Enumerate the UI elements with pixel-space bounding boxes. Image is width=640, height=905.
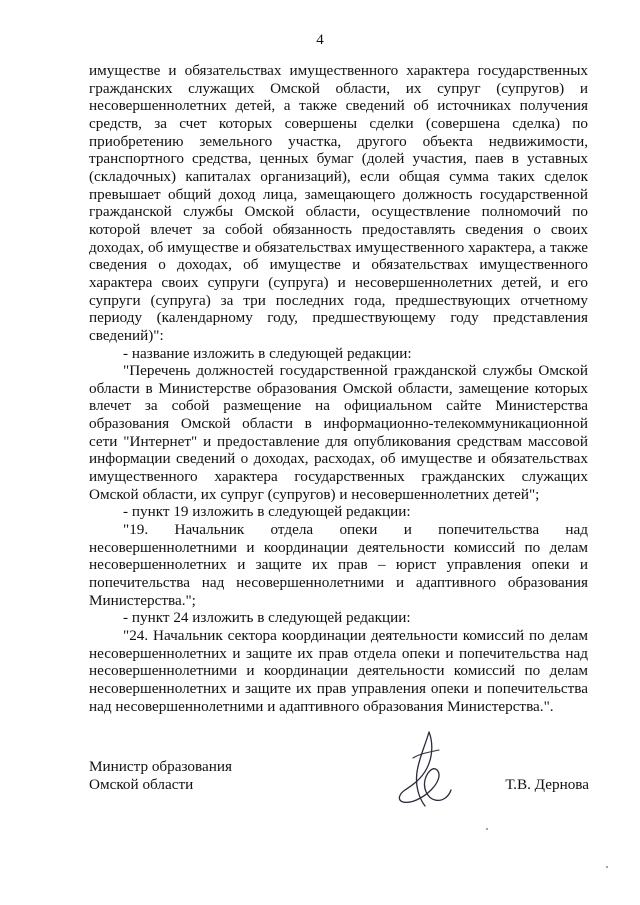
paragraph: "19. Начальник отдела опеки и попечительства над несовершеннолетними и координации деятельности комиссий по делам несовершеннолетних и защите их прав – юрист управления опеки и попечительства над несовершеннолетними и адаптивного образования Министерства."; [89,521,588,609]
document-body [89,62,588,715]
scan-speck [486,828,488,830]
paragraph: "Перечень должностей государственной гражданской службы Омской области в Министерстве образования Омской области, замещение которых влечет за собой размещение на официальном сайте Министерства образования Омской области в информационно-телекоммуникационной сети "Интернет" и предоставление для опубликования средствам массовой информации сведений о доходах, расходах, об имуществе и обязательствах имущественного характера государственных гражданских служащих Омской области, их супруг (супругов) и несовершеннолетних детей"; [89,362,588,503]
page-number: 4 [316,32,324,48]
signer-name: Т.В. Дернова [505,776,589,793]
paragraph: имуществе и обязательствах имущественного характера государственных гражданских служащих Омской области, их супруг (супругов) и несовершеннолетних детей, а также сведений об источниках получения средств, за счет которых совершены сделки (совершена сделка) по приобретению земельного участка, другого объекта недвижимости, транспортного средства, ценных бумаг (долей участия, паев в уставных (складочных) капиталах организаций), если общая сумма таких сделок превышает общий доход лица, замещающего должность государственной гражданской службы Омской области, осуществление полномочий по которой влечет за собой обязанность предоставлять сведения о своих доходах, об имуществе и обязательствах имущественного характера, а также сведения о доходах, об имуществе и обязательствах имущественного характера своих супруги (супруга) и несовершеннолетних детей, и его супруги (супруга) за три последних года, предшествующих отчетному периоду (календарному году, предшествующему году представления сведений)": [89,62,588,344]
handwritten-signature [389,728,459,818]
signature-block [89,758,593,838]
paragraph: - название изложить в следующей редакции: [123,344,412,362]
signer-position-line-1: Министр образования [89,758,232,775]
paragraph: - пункт 19 изложить в следующей редакции: [123,503,411,521]
scan-speck [606,866,608,868]
paragraph: - пункт 24 изложить в следующей редакции: [123,609,411,627]
paragraph: "24. Начальник сектора координации деятельности комиссий по делам несовершеннолетних и защите их прав отдела опеки и попечительства над несовершеннолетними и координации деятельности комиссий по делам несовершеннолетних и защите их прав управления опеки и попечительства над несовершеннолетними и адаптивного образования Министерства.". [89,627,588,715]
signer-position-line-2: Омской области [89,776,194,793]
